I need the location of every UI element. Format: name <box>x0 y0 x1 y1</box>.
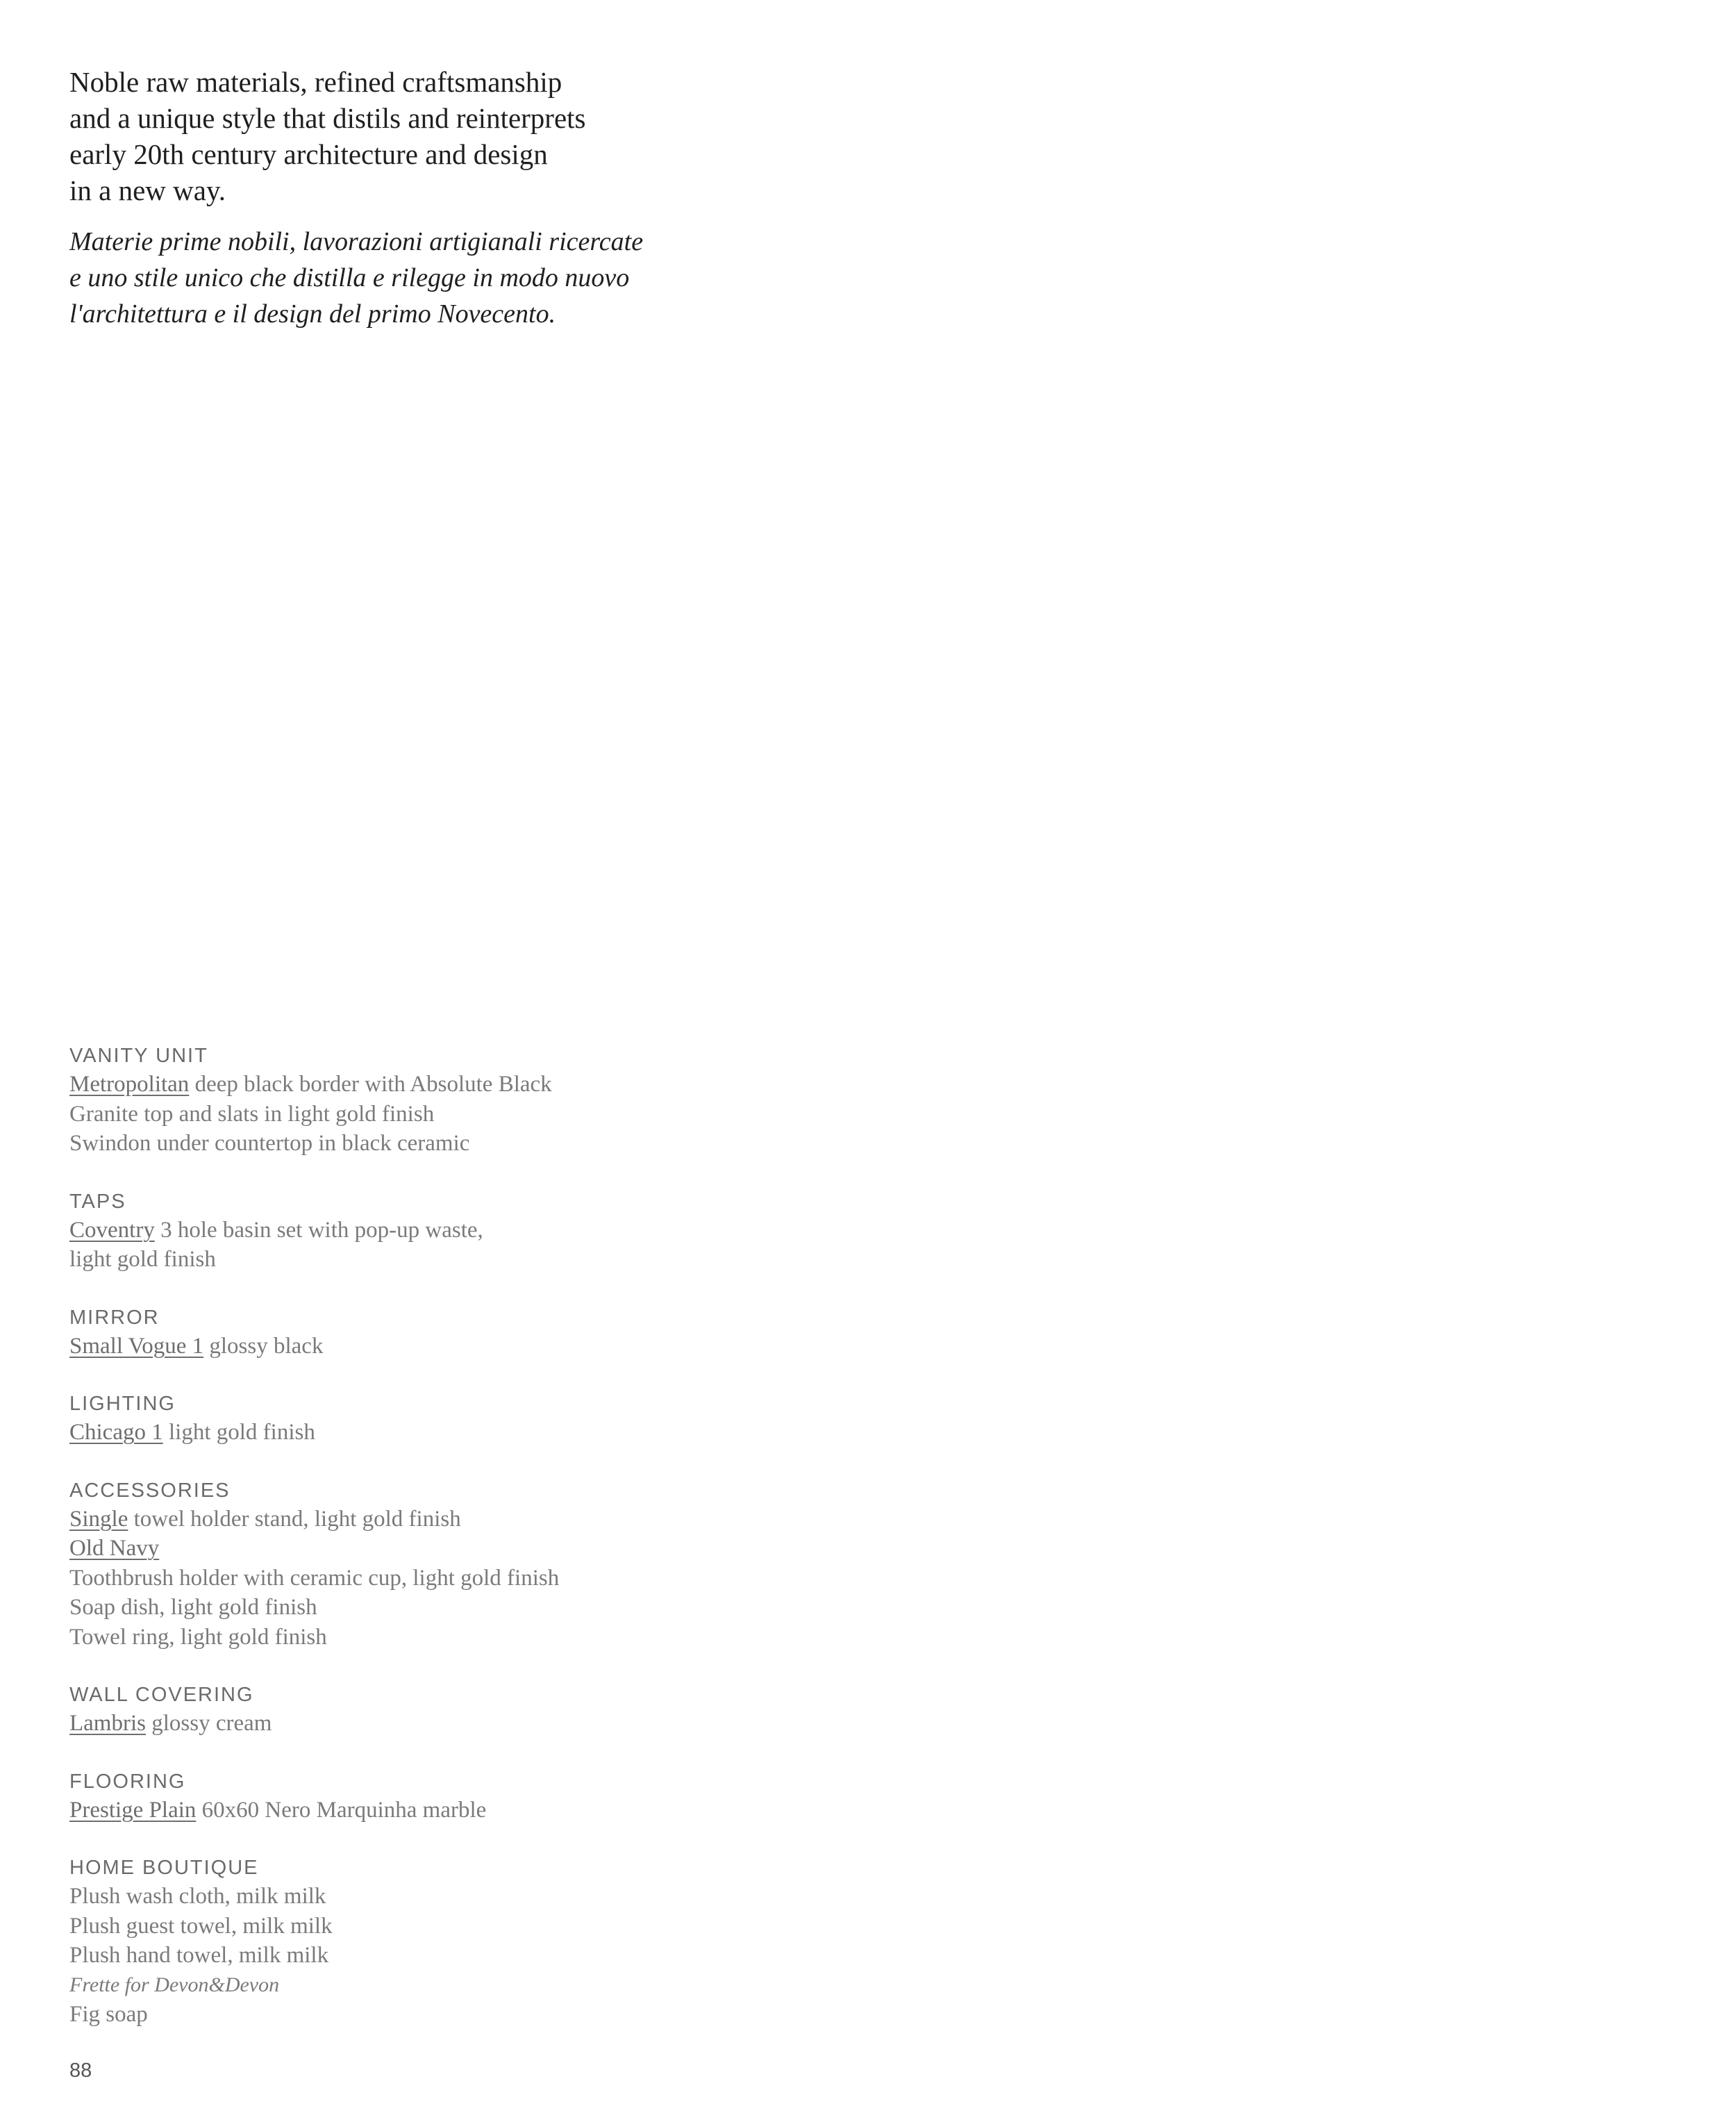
product-link-metropolitan[interactable]: Metropolitan <box>69 1072 190 1097</box>
product-link-single[interactable]: Single <box>69 1506 128 1532</box>
spec-line <box>69 1709 833 1739</box>
spec-line: Granite top and slats in light gold finish <box>69 1101 435 1127</box>
spec-text: light gold finish <box>162 1420 315 1445</box>
product-specs-list <box>69 1042 833 2059</box>
product-link-small-vogue[interactable]: Small Vogue 1 <box>69 1333 204 1359</box>
spec-text: glossy cream <box>145 1711 272 1736</box>
spec-line <box>69 1534 833 1564</box>
spec-line: Plush hand towel, milk milk <box>69 1943 329 1968</box>
wall-covering-section <box>69 1681 833 1739</box>
spec-line: Toothbrush holder with ceramic cup, light gold finish <box>69 1565 560 1591</box>
spec-line: Plush guest towel, milk milk <box>69 1913 333 1939</box>
intro-italian-line: l'architettura e il design del primo Novecento. <box>69 299 556 329</box>
intro-text-block <box>69 64 764 332</box>
spec-line <box>69 1070 833 1100</box>
product-link-chicago[interactable]: Chicago 1 <box>69 1420 163 1445</box>
lighting-section <box>69 1390 833 1448</box>
section-heading: MIRROR <box>69 1306 160 1329</box>
product-link-coventry[interactable]: Coventry <box>69 1217 155 1243</box>
spec-line <box>69 1418 833 1448</box>
spec-line: Fig soap <box>69 2002 148 2027</box>
intro-english-line: and a unique style that distils and reinterprets <box>69 102 586 134</box>
mirror-section <box>69 1304 833 1361</box>
section-heading: LIGHTING <box>69 1393 176 1415</box>
section-heading: WALL COVERING <box>69 1684 254 1706</box>
product-link-prestige-plain[interactable]: Prestige Plain <box>69 1797 197 1823</box>
spec-line: Swindon under countertop in black ceramic <box>69 1131 470 1156</box>
intro-english-line: early 20th century architecture and design <box>69 138 548 170</box>
spec-text: 60x60 Nero Marquinha marble <box>196 1797 487 1823</box>
spec-line <box>69 1332 833 1361</box>
intro-italian-line: e uno stile unico che distilla e rilegge in modo nuovo <box>69 263 630 292</box>
home-boutique-section <box>69 1854 833 2030</box>
intro-italian-line: Materie prime nobili, lavorazioni artigianali ricercate <box>69 227 644 256</box>
spec-line-brand: Frette for Devon&Devon <box>69 1973 280 1996</box>
spec-line: light gold finish <box>69 1247 216 1272</box>
spec-text: deep black border with Absolute Black <box>189 1072 552 1097</box>
vanity-unit-section <box>69 1042 833 1159</box>
accessories-section <box>69 1477 833 1652</box>
page-number: 88 <box>69 2059 92 2082</box>
spec-line: Soap dish, light gold finish <box>69 1595 317 1620</box>
section-heading: VANITY UNIT <box>69 1045 208 1067</box>
section-heading: TAPS <box>69 1190 126 1213</box>
section-heading: FLOORING <box>69 1770 186 1793</box>
spec-line <box>69 1796 833 1825</box>
spec-line <box>69 1505 833 1534</box>
taps-section <box>69 1188 833 1275</box>
intro-english-paragraph <box>69 64 764 208</box>
spec-line <box>69 1216 833 1245</box>
section-heading: HOME BOUTIQUE <box>69 1857 259 1879</box>
intro-english-line: in a new way. <box>69 174 226 206</box>
product-link-lambris[interactable]: Lambris <box>69 1711 146 1736</box>
section-heading: ACCESSORIES <box>69 1479 231 1502</box>
spec-text: towel holder stand, light gold finish <box>128 1506 461 1532</box>
intro-italian-paragraph <box>69 224 764 332</box>
spec-text: glossy black <box>203 1333 324 1359</box>
flooring-section <box>69 1768 833 1825</box>
spec-text: 3 hole basin set with pop-up waste, <box>154 1217 483 1243</box>
intro-english-line: Noble raw materials, refined craftsmanship <box>69 66 562 98</box>
spec-line: Plush wash cloth, milk milk <box>69 1884 326 1909</box>
product-link-old-navy[interactable]: Old Navy <box>69 1536 160 1561</box>
spec-line: Towel ring, light gold finish <box>69 1624 327 1650</box>
